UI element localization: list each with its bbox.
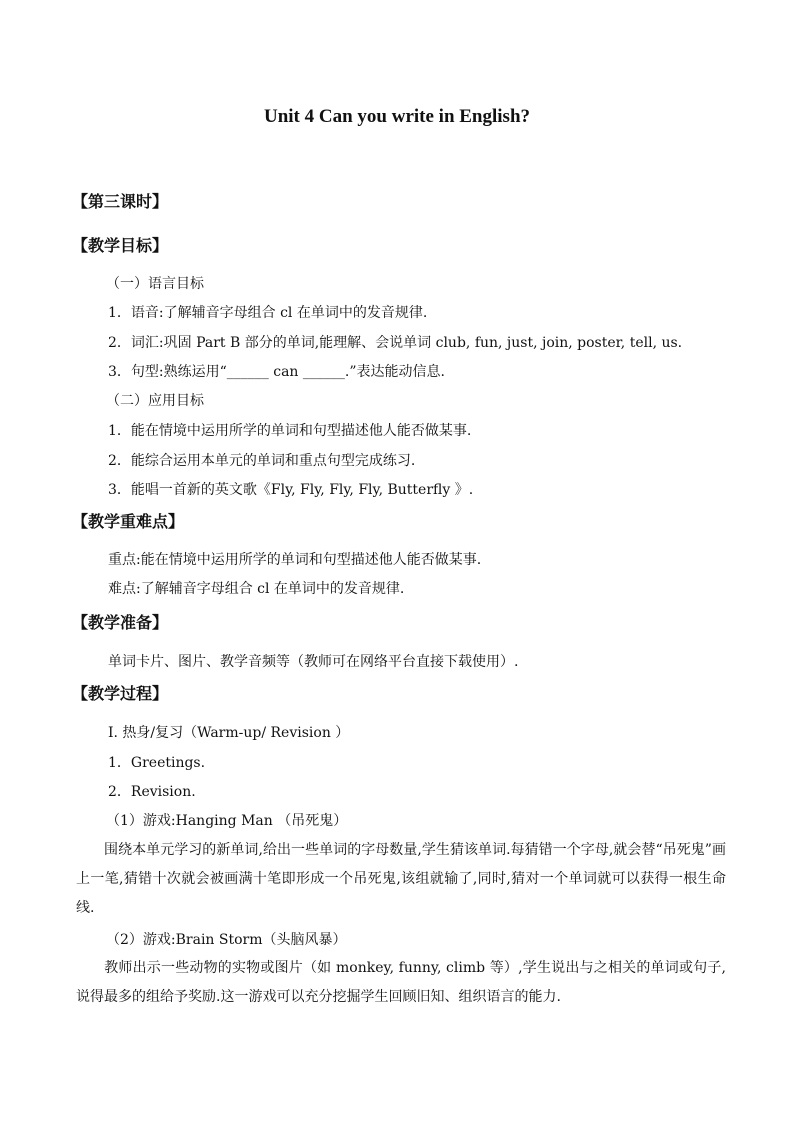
application-goal-item: 2．能综合运用本单元的单词和重点句型完成练习. — [108, 453, 416, 469]
game-title: （1）游戏:Hanging Man （吊死鬼） — [106, 813, 348, 829]
game-description — [76, 836, 726, 923]
application-goal-item: 3．能唱一首新的英文歌《Fly, Fly, Fly, Fly, Butterfly 》. — [108, 482, 474, 498]
preparation-text: 单词卡片、图片、教学音频等（教师可在网络平台直接下载使用）. — [108, 654, 519, 670]
game-title: （2）游戏:Brain Storm（头脑风暴） — [106, 932, 347, 948]
document-title: Unit 4 Can you write in English? — [263, 106, 531, 127]
game-description-text: 教师出示一些动物的实物或图片（如 monkey, funny, climb 等）,学生说出与之相关的单词或句子,说得最多的组给予奖励.这一游戏可以充分挖掘学生回顾旧知、组织语言的能力. — [76, 960, 726, 1005]
goals-heading: 【教学目标】 — [72, 236, 169, 255]
key-point-important: 重点:能在情境中运用所学的单词和句型描述他人能否做某事. — [108, 552, 482, 568]
process-heading: 【教学过程】 — [72, 684, 169, 703]
application-goal-item: 1．能在情境中运用所学的单词和句型描述他人能否做某事. — [108, 423, 472, 439]
preparation-heading: 【教学准备】 — [72, 613, 169, 632]
process-step: 2．Revision. — [108, 784, 196, 800]
language-goal-item: 2．词汇:巩固 Part B 部分的单词,能理解、会说单词 club, fun, just, join, poster, tell, us. — [108, 335, 683, 351]
key-points-heading: 【教学重难点】 — [72, 512, 185, 531]
language-goal-item: 3．句型:熟练运用“______ can ______.”表达能动信息. — [108, 364, 445, 380]
process-step: 1．Greetings. — [108, 755, 206, 771]
key-point-difficult: 难点:了解辅音字母组合 cl 在单词中的发音规律. — [108, 581, 405, 597]
application-goals-heading: （二）应用目标 — [106, 393, 204, 409]
language-goals-heading: （一）语言目标 — [106, 276, 204, 292]
language-goal-item: 1．语音:了解辅音字母组合 cl 在单词中的发音规律. — [108, 305, 428, 321]
game-description — [76, 954, 726, 1012]
lesson-heading: 【第三课时】 — [72, 192, 169, 211]
game-description-text: 围绕本单元学习的新单词,给出一些单词的字母数量,学生猜该单词.每猜错一个字母,就会替“吊死鬼”画上一笔,猜错十次就会被画满十笔即形成一个吊死鬼,该组就输了,同时,猜对一个单词就可以获得一根生命线. — [76, 842, 726, 916]
process-part-title: I. 热身/复习（Warm-up/ Revision ） — [108, 725, 350, 741]
